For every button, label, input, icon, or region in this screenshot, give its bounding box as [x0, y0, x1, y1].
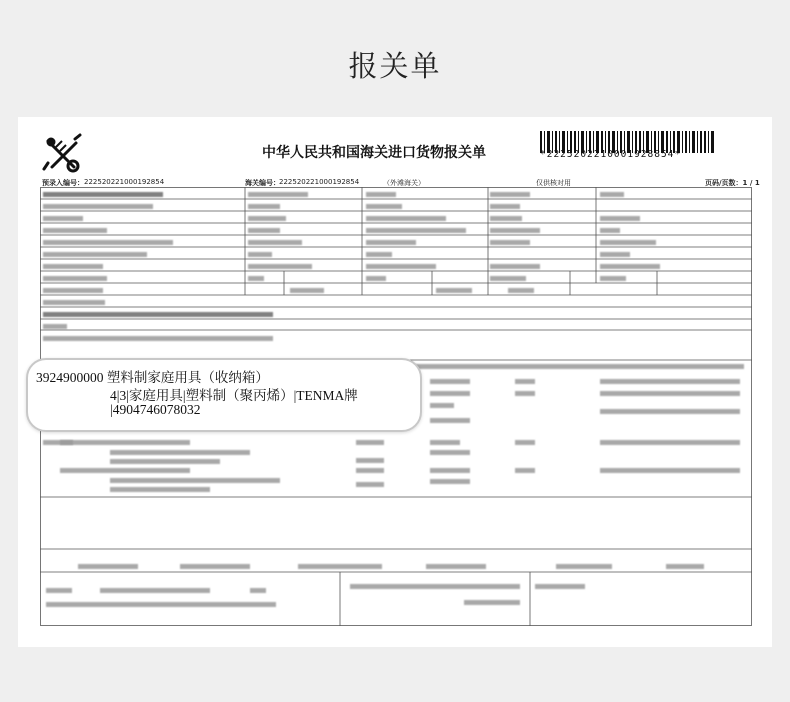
document-title: 中华人民共和国海关进口货物报关单 — [262, 145, 486, 161]
page-count: 页码/页数：1 / 1 — [705, 179, 760, 187]
port-note: （外滩海关） — [383, 179, 425, 187]
pre-entry-label: 预录入编号： — [42, 179, 84, 187]
callout-line-2: 4|3|家庭用具|塑料制（聚丙烯）|TENMA牌 — [110, 388, 358, 403]
customs-number-label: 海关编号： — [245, 179, 280, 187]
verification-note: 仅供核对用 — [536, 179, 571, 187]
customs-emblem-icon — [42, 133, 84, 175]
pre-entry-number: 222520221000192854 — [84, 178, 165, 186]
page-title: 报关单 — [348, 49, 442, 83]
callout-line-1: 3924900000 塑料制家庭用具（收纳箱） — [36, 370, 269, 385]
barcode-number: *2225202210001928854* — [540, 149, 682, 160]
callout-line-3: |4904746078032 — [110, 402, 201, 417]
goods-description-callout — [26, 358, 422, 432]
customs-number: 222520221000192854 — [279, 178, 360, 186]
